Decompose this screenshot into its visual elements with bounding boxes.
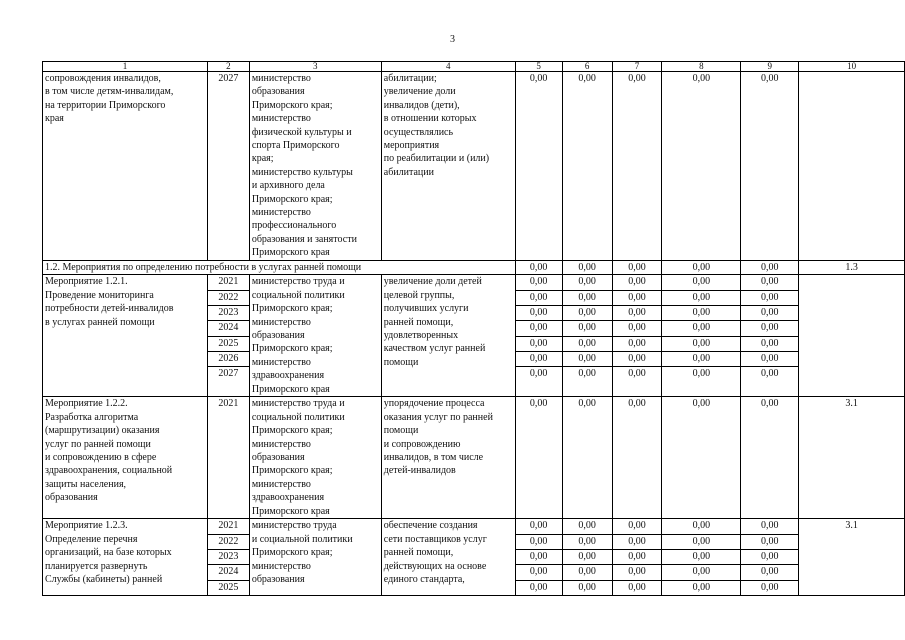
row-description <box>43 72 208 261</box>
measure-executors <box>249 275 381 397</box>
year-cell: 2025 <box>208 337 249 352</box>
value-cell: 0,00 <box>563 275 612 290</box>
value-cell: 0,00 <box>516 291 562 306</box>
value-cell: 0,00 <box>662 535 740 550</box>
value-cell: 0,00 <box>741 275 798 290</box>
value-cell: 0,00 <box>662 337 740 352</box>
text-line: Службы (кабинеты) ранней <box>45 574 163 586</box>
text-line: единого стандарта, <box>383 574 465 586</box>
text-line: Разработка алгоритма <box>45 411 139 423</box>
measure-value: 0,00 <box>515 397 562 519</box>
value-cell: 0,00 <box>613 535 662 550</box>
text-line: помощи <box>383 356 419 368</box>
value-cell: 0,00 <box>613 352 662 367</box>
value-cell: 0,00 <box>662 565 740 580</box>
column-header: 8 <box>662 62 741 72</box>
row-value: 0,00 <box>662 72 741 261</box>
measure-result <box>381 519 515 595</box>
text-line: в том числе детям-инвалидам, <box>45 86 174 98</box>
year-cell: 2025 <box>218 581 239 593</box>
text-line: образования <box>251 574 305 586</box>
section-value: 0,00 <box>741 261 799 275</box>
value-cell: 0,00 <box>760 368 779 380</box>
measure-values-col6 <box>562 275 612 397</box>
measure-executors <box>249 397 381 519</box>
text-line: министерство культуры <box>251 166 353 178</box>
text-line: Приморского края <box>251 247 330 259</box>
year-cell: 2023 <box>208 550 249 565</box>
text-line: министерство <box>251 478 311 490</box>
value-cell: 0,00 <box>516 321 562 336</box>
text-line: Приморского края; <box>251 303 333 315</box>
column-header: 3 <box>249 62 381 72</box>
text-line: осуществлялись <box>383 126 454 138</box>
year-cell: 2022 <box>208 535 249 550</box>
value-cell: 0,00 <box>563 519 612 534</box>
row-ref <box>799 72 905 261</box>
text-line: Определение перечня <box>45 533 138 545</box>
text-line: удовлетворенных <box>383 330 459 342</box>
value-cell: 0,00 <box>563 565 612 580</box>
measure-description <box>43 519 208 595</box>
value-cell: 0,00 <box>613 321 662 336</box>
text-line: министерство <box>251 73 311 84</box>
text-line: Приморского края <box>251 505 330 517</box>
value-cell: 0,00 <box>741 550 798 565</box>
text-line: Приморского края; <box>251 465 333 477</box>
value-cell: 0,00 <box>628 368 646 380</box>
section-value: 0,00 <box>612 261 662 275</box>
value-cell: 0,00 <box>563 535 612 550</box>
text-line: министерство <box>251 438 311 450</box>
measure-value: 0,00 <box>662 397 741 519</box>
measure-description <box>43 275 208 397</box>
measure-value: 0,00 <box>612 397 662 519</box>
value-cell: 0,00 <box>628 581 646 593</box>
value-cell: 0,00 <box>516 337 562 352</box>
text-line: здравоохранения <box>251 492 325 504</box>
value-cell: 0,00 <box>578 581 596 593</box>
value-cell: 0,00 <box>516 519 562 534</box>
value-cell: 0,00 <box>613 519 662 534</box>
measure-value: 0,00 <box>562 397 612 519</box>
section-title: 1.2. Мероприятия по определению потребности в услугах ранней помощи <box>43 261 516 275</box>
column-header: 5 <box>515 62 562 72</box>
value-cell: 0,00 <box>662 321 740 336</box>
value-cell: 0,00 <box>516 535 562 550</box>
text-line: ранней помощи, <box>383 547 454 559</box>
text-line: здравоохранения <box>251 370 325 382</box>
value-cell: 0,00 <box>741 535 798 550</box>
text-line: министерство труда и <box>251 276 345 288</box>
text-line: Мероприятие 1.2.1. <box>45 276 128 288</box>
value-cell: 0,00 <box>613 291 662 306</box>
section-value: 0,00 <box>562 261 612 275</box>
text-line: детей-инвалидов <box>383 465 456 477</box>
measure-description <box>43 397 208 519</box>
year-cell: 2022 <box>208 291 249 306</box>
text-line: Мероприятие 1.2.3. <box>45 520 128 532</box>
value-cell: 0,00 <box>741 352 798 367</box>
row-value: 0,00 <box>612 72 662 261</box>
value-cell: 0,00 <box>692 368 711 380</box>
text-line: инвалидов (дети), <box>383 99 460 111</box>
text-line: министерство <box>251 316 311 328</box>
measure-values-col8 <box>662 275 741 397</box>
measure-values-col8 <box>662 519 741 595</box>
value-cell: 0,00 <box>662 306 740 321</box>
measure-ref: 3.1 <box>799 519 905 595</box>
measure-result <box>381 275 515 397</box>
text-line: министерство <box>251 356 311 368</box>
table-row-measure-1-2-1 <box>43 275 905 397</box>
measure-values-col7 <box>612 275 662 397</box>
text-line: Приморского края; <box>251 99 333 111</box>
value-cell: 0,00 <box>613 565 662 580</box>
measure-values-col5 <box>515 275 562 397</box>
text-line: Мероприятие 1.2.2. <box>45 398 128 410</box>
text-line: и социальной политики <box>251 533 353 545</box>
text-line: образования <box>45 492 98 504</box>
value-cell: 0,00 <box>741 321 798 336</box>
measure-years <box>207 519 249 595</box>
program-table <box>42 61 905 596</box>
text-line: помощи <box>383 425 419 437</box>
measure-values-col9 <box>741 275 799 397</box>
text-line: целевой группы, <box>383 289 455 301</box>
text-line: получивших услуги <box>383 303 469 315</box>
text-line: инвалидов, в том числе <box>383 452 484 464</box>
text-line: министерство <box>251 207 311 219</box>
text-line: увеличение доли <box>383 86 456 98</box>
text-line: края <box>45 113 64 125</box>
section-value: 0,00 <box>662 261 741 275</box>
text-line: социальной политики <box>251 411 345 423</box>
text-line: оказания услуг по ранней <box>383 411 493 423</box>
year-cell: 2021 <box>208 275 249 290</box>
text-line: спорта Приморского <box>251 140 340 152</box>
text-line: министерство <box>251 113 311 125</box>
measure-values-col6 <box>562 519 612 595</box>
text-line: Приморского края; <box>251 547 333 559</box>
column-header: 1 <box>43 62 208 72</box>
value-cell: 0,00 <box>613 337 662 352</box>
text-line: ранней помощи, <box>383 316 454 328</box>
measure-ref <box>799 275 905 397</box>
value-cell: 0,00 <box>516 565 562 580</box>
column-header: 9 <box>741 62 799 72</box>
text-line: в услугах ранней помощи <box>45 316 155 328</box>
value-cell: 0,00 <box>563 321 612 336</box>
value-cell: 0,00 <box>563 291 612 306</box>
text-line: образования <box>251 452 305 464</box>
text-line: упорядочение процесса <box>383 398 485 410</box>
text-line: абилитации <box>383 166 434 178</box>
year-cell: 2024 <box>208 565 249 580</box>
text-line: министерство труда и <box>251 398 345 410</box>
text-line: по реабилитации и (или) <box>383 153 490 165</box>
text-line: организаций, на базе которых <box>45 547 172 559</box>
section-row <box>43 261 905 275</box>
row-value: 0,00 <box>515 72 562 261</box>
text-line: качеством услуг ранней <box>383 343 486 355</box>
text-line: сети поставщиков услуг <box>383 533 487 545</box>
measure-executors <box>249 519 381 595</box>
table-row-continuation <box>43 72 905 261</box>
year-cell: 2026 <box>208 352 249 367</box>
text-line: образования и занятости <box>251 233 357 245</box>
text-line: профессионального <box>251 220 337 232</box>
value-cell: 0,00 <box>516 352 562 367</box>
value-cell: 0,00 <box>529 368 548 380</box>
text-line: планируется развернуть <box>45 560 148 572</box>
text-line: физической культуры и <box>251 126 352 138</box>
measure-values-col9 <box>741 519 799 595</box>
text-line: на территории Приморского <box>45 99 166 111</box>
column-header: 4 <box>381 62 515 72</box>
column-header: 10 <box>799 62 905 72</box>
text-line: потребности детей-инвалидов <box>45 303 174 315</box>
value-cell: 0,00 <box>613 275 662 290</box>
text-line: действующих на основе <box>383 560 487 572</box>
year-cell: 2023 <box>208 306 249 321</box>
page-number: 3 <box>450 34 455 45</box>
value-cell: 0,00 <box>516 550 562 565</box>
text-line: Приморского края; <box>251 343 333 355</box>
measure-years <box>207 275 249 397</box>
measure-result <box>381 397 515 519</box>
row-result <box>381 72 515 261</box>
measure-year: 2021 <box>207 397 249 519</box>
row-value: 0,00 <box>741 72 799 261</box>
section-value: 0,00 <box>515 261 562 275</box>
year-cell: 2027 <box>218 368 239 380</box>
value-cell: 0,00 <box>741 306 798 321</box>
year-cell: 2021 <box>208 519 249 534</box>
text-line: и сопровождению в сфере <box>45 452 157 464</box>
value-cell: 0,00 <box>578 368 596 380</box>
value-cell: 0,00 <box>662 291 740 306</box>
row-value: 0,00 <box>562 72 612 261</box>
text-line: образования <box>251 86 305 98</box>
text-line: услуг по ранней помощи <box>45 438 151 450</box>
row-year: 2027 <box>207 72 249 261</box>
value-cell: 0,00 <box>741 519 798 534</box>
text-line: социальной политики <box>251 289 345 301</box>
value-cell: 0,00 <box>662 352 740 367</box>
text-line: в отношении которых <box>383 113 477 125</box>
value-cell: 0,00 <box>741 565 798 580</box>
value-cell: 0,00 <box>563 306 612 321</box>
text-line: и сопровождению <box>383 438 461 450</box>
text-line: министерство труда <box>251 520 337 532</box>
text-line: сопровождения инвалидов, <box>45 73 161 84</box>
table-row-measure-1-2-2 <box>43 397 905 519</box>
text-line: обеспечение создания <box>383 520 478 532</box>
text-line: абилитации; <box>383 73 437 84</box>
measure-ref: 3.1 <box>799 397 905 519</box>
text-line: увеличение доли детей <box>383 276 482 288</box>
value-cell: 0,00 <box>692 581 711 593</box>
measure-values-col7 <box>612 519 662 595</box>
value-cell: 0,00 <box>529 581 548 593</box>
measure-values-col5 <box>515 519 562 595</box>
year-cell: 2024 <box>208 321 249 336</box>
text-line: Приморского края; <box>251 193 333 205</box>
value-cell: 0,00 <box>516 275 562 290</box>
column-header: 2 <box>207 62 249 72</box>
value-cell: 0,00 <box>760 581 779 593</box>
value-cell: 0,00 <box>563 352 612 367</box>
text-line: министерство <box>251 560 311 572</box>
table-row-measure-1-2-3 <box>43 519 905 595</box>
text-line: защиты населения, <box>45 478 127 490</box>
value-cell: 0,00 <box>662 519 740 534</box>
value-cell: 0,00 <box>563 337 612 352</box>
text-line: здравоохранения, социальной <box>45 465 173 477</box>
column-header: 6 <box>562 62 612 72</box>
value-cell: 0,00 <box>613 306 662 321</box>
section-ref: 1.3 <box>799 261 905 275</box>
value-cell: 0,00 <box>741 291 798 306</box>
column-header-row <box>43 62 905 72</box>
value-cell: 0,00 <box>741 337 798 352</box>
value-cell: 0,00 <box>516 306 562 321</box>
text-line: и архивного дела <box>251 180 325 192</box>
text-line: Проведение мониторинга <box>45 289 154 301</box>
value-cell: 0,00 <box>662 550 740 565</box>
text-line: Приморского края <box>251 383 330 395</box>
row-executors <box>249 72 381 261</box>
column-header: 7 <box>612 62 662 72</box>
text-line: Приморского края; <box>251 425 333 437</box>
text-line: (маршрутизации) оказания <box>45 425 160 437</box>
measure-value: 0,00 <box>741 397 799 519</box>
text-line: образования <box>251 330 305 342</box>
value-cell: 0,00 <box>563 550 612 565</box>
value-cell: 0,00 <box>662 275 740 290</box>
text-line: мероприятия <box>383 140 440 152</box>
text-line: края; <box>251 153 274 165</box>
value-cell: 0,00 <box>613 550 662 565</box>
